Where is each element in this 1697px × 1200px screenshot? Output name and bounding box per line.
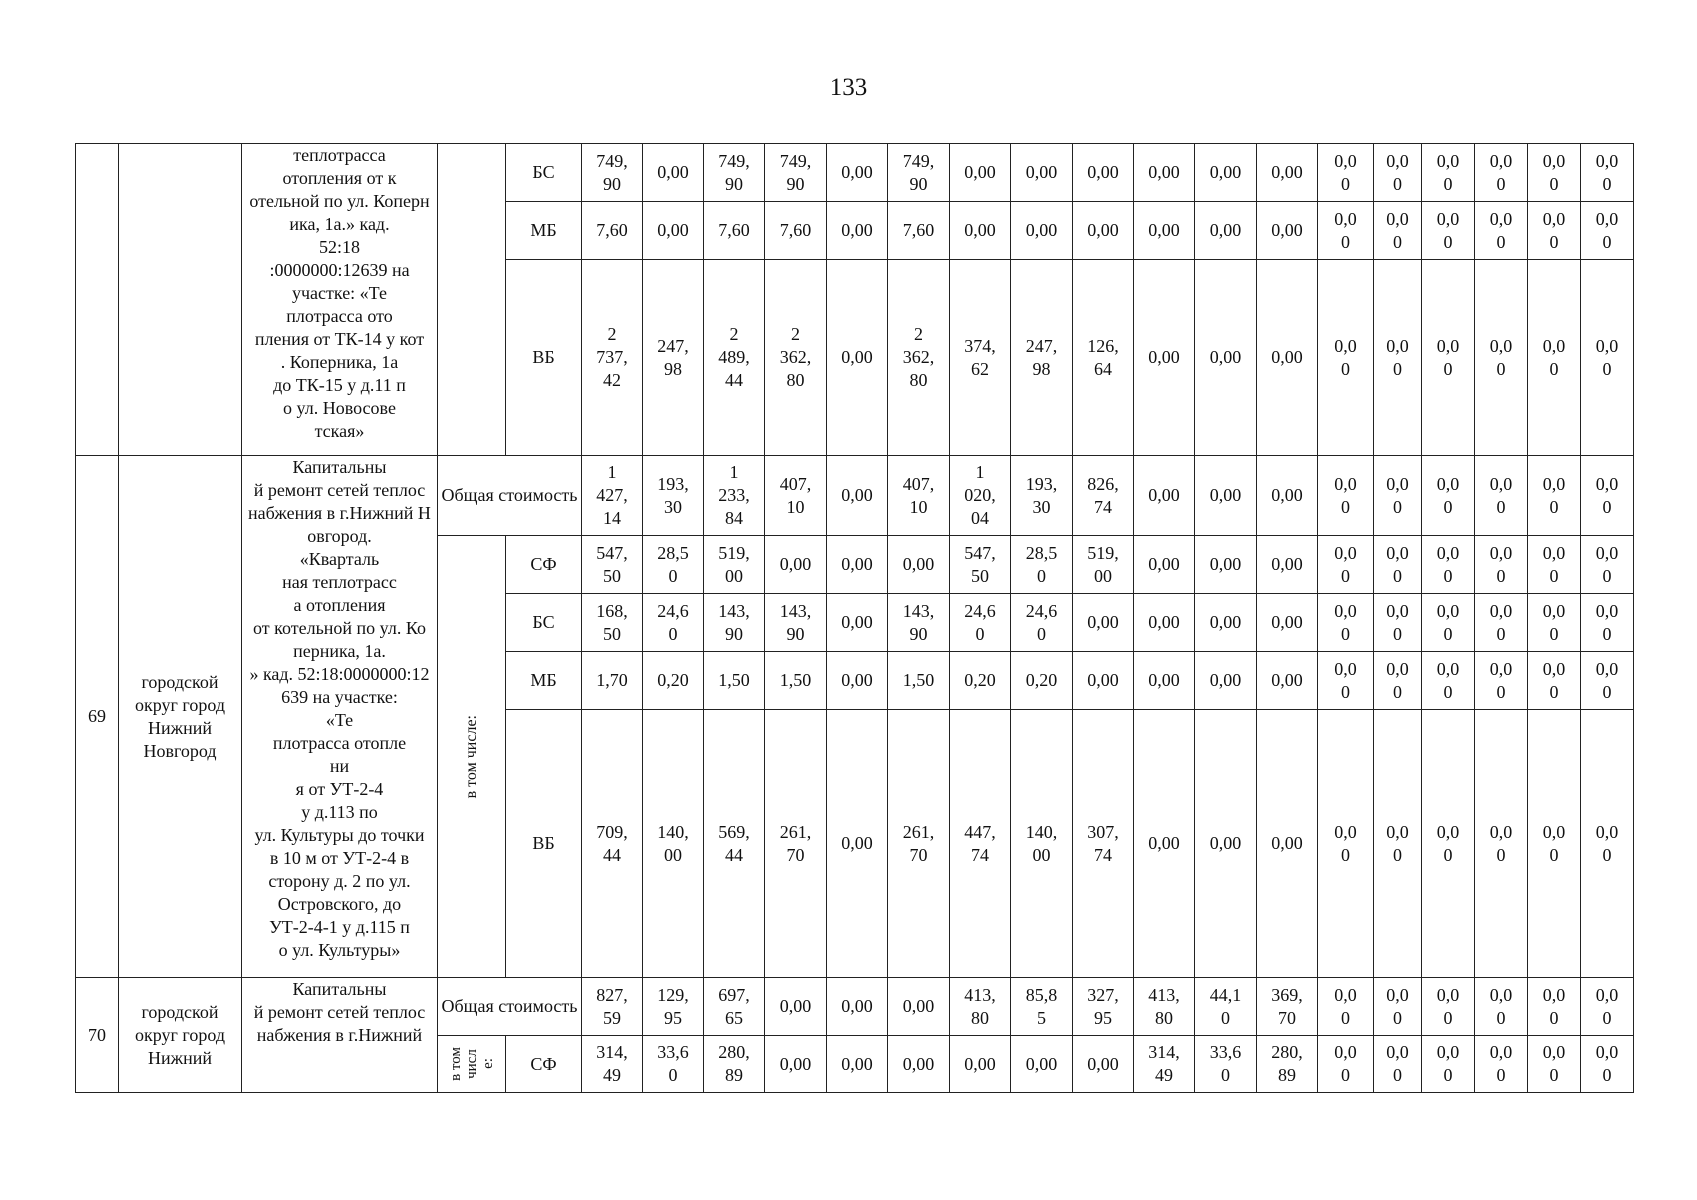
row69-БС-value-2: 24,6 0 bbox=[643, 594, 704, 652]
row69-МБ-value-7: 0,20 bbox=[950, 652, 1011, 710]
row69-МБ-value-4: 1,50 bbox=[765, 652, 827, 710]
row69-total-value-14: 0,0 0 bbox=[1374, 456, 1422, 536]
cont-МБ-value-8: 0,00 bbox=[1011, 202, 1073, 260]
row69-МБ-value-1: 1,70 bbox=[582, 652, 643, 710]
cont-ВБ-value-7: 374, 62 bbox=[950, 260, 1011, 456]
row70-total-value-13: 0,0 0 bbox=[1318, 978, 1374, 1036]
cont-ВБ-value-16: 0,0 0 bbox=[1475, 260, 1528, 456]
row-number: 69 bbox=[76, 456, 119, 978]
cont-МБ-value-2: 0,00 bbox=[643, 202, 704, 260]
row70-СФ-value-5: 0,00 bbox=[827, 1036, 888, 1093]
row69-СФ-value-14: 0,0 0 bbox=[1374, 536, 1422, 594]
district bbox=[119, 144, 242, 456]
row69-ВБ-value-13: 0,0 0 bbox=[1318, 710, 1374, 978]
cont-БС-value-7: 0,00 bbox=[950, 144, 1011, 202]
row70-СФ-value-12: 280, 89 bbox=[1257, 1036, 1318, 1093]
cont-БС-value-3: 749, 90 bbox=[704, 144, 765, 202]
row69-БС-value-17: 0,0 0 bbox=[1528, 594, 1581, 652]
row70-СФ-value-10: 314, 49 bbox=[1134, 1036, 1195, 1093]
row69-ВБ-value-5: 0,00 bbox=[827, 710, 888, 978]
row69-МБ-value-3: 1,50 bbox=[704, 652, 765, 710]
cont-ВБ-value-8: 247, 98 bbox=[1011, 260, 1073, 456]
row69-МБ-value-11: 0,00 bbox=[1195, 652, 1257, 710]
row69-total-value-8: 193, 30 bbox=[1011, 456, 1073, 536]
cont-ВБ-value-3: 2 489, 44 bbox=[704, 260, 765, 456]
cont-МБ-value-11: 0,00 bbox=[1195, 202, 1257, 260]
row69-МБ-value-8: 0,20 bbox=[1011, 652, 1073, 710]
cont-МБ-value-15: 0,0 0 bbox=[1422, 202, 1475, 260]
row69-ВБ-value-2: 140, 00 bbox=[643, 710, 704, 978]
cont-БС-value-9: 0,00 bbox=[1073, 144, 1134, 202]
cont-ВБ-value-5: 0,00 bbox=[827, 260, 888, 456]
cont-МБ-value-5: 0,00 bbox=[827, 202, 888, 260]
including-label: в том числ е: bbox=[438, 1036, 506, 1093]
row69-СФ-value-11: 0,00 bbox=[1195, 536, 1257, 594]
cont-БС-value-1: 749, 90 bbox=[582, 144, 643, 202]
row69-total-value-1: 1 427, 14 bbox=[582, 456, 643, 536]
cont-МБ-value-9: 0,00 bbox=[1073, 202, 1134, 260]
row69-ВБ-value-10: 0,00 bbox=[1134, 710, 1195, 978]
cont-МБ-value-6: 7,60 bbox=[888, 202, 950, 260]
row69-БС-value-7: 24,6 0 bbox=[950, 594, 1011, 652]
cont-ВБ-value-10: 0,00 bbox=[1134, 260, 1195, 456]
row69-ВБ-value-11: 0,00 bbox=[1195, 710, 1257, 978]
cont-ВБ-value-11: 0,00 bbox=[1195, 260, 1257, 456]
cont-БС-value-15: 0,0 0 bbox=[1422, 144, 1475, 202]
row69-МБ-value-9: 0,00 bbox=[1073, 652, 1134, 710]
cont-ВБ-value-9: 126, 64 bbox=[1073, 260, 1134, 456]
row69-БС-value-3: 143, 90 bbox=[704, 594, 765, 652]
row70-total-value-18: 0,0 0 bbox=[1581, 978, 1634, 1036]
funding-source: СФ bbox=[506, 536, 582, 594]
cont-БС-value-4: 749, 90 bbox=[765, 144, 827, 202]
row69-БС-value-1: 168, 50 bbox=[582, 594, 643, 652]
row69-ВБ-value-4: 261, 70 bbox=[765, 710, 827, 978]
cont-ВБ-value-15: 0,0 0 bbox=[1422, 260, 1475, 456]
row70-total-value-1: 827, 59 bbox=[582, 978, 643, 1036]
row69-БС-value-18: 0,0 0 bbox=[1581, 594, 1634, 652]
funding-source: МБ bbox=[506, 202, 582, 260]
row70-СФ-value-17: 0,0 0 bbox=[1528, 1036, 1581, 1093]
row69-СФ-value-6: 0,00 bbox=[888, 536, 950, 594]
row70-СФ-value-7: 0,00 bbox=[950, 1036, 1011, 1093]
table-body bbox=[76, 144, 1634, 1093]
row70-СФ-value-1: 314, 49 bbox=[582, 1036, 643, 1093]
row69-total-value-12: 0,00 bbox=[1257, 456, 1318, 536]
row69-СФ-value-1: 547, 50 bbox=[582, 536, 643, 594]
row69-БС-value-13: 0,0 0 bbox=[1318, 594, 1374, 652]
row69-ВБ-value-1: 709, 44 bbox=[582, 710, 643, 978]
row70-СФ-value-9: 0,00 bbox=[1073, 1036, 1134, 1093]
row69-ВБ-value-12: 0,00 bbox=[1257, 710, 1318, 978]
cont-БС-value-2: 0,00 bbox=[643, 144, 704, 202]
row70-total-value-3: 697, 65 bbox=[704, 978, 765, 1036]
row70-СФ-value-11: 33,6 0 bbox=[1195, 1036, 1257, 1093]
row69-total-value-11: 0,00 bbox=[1195, 456, 1257, 536]
cont-МБ-value-17: 0,0 0 bbox=[1528, 202, 1581, 260]
budget-table bbox=[75, 143, 1634, 1093]
cont-ВБ-value-13: 0,0 0 bbox=[1318, 260, 1374, 456]
row70-СФ-value-18: 0,0 0 bbox=[1581, 1036, 1634, 1093]
cont-БС-value-14: 0,0 0 bbox=[1374, 144, 1422, 202]
row69-total-value-4: 407, 10 bbox=[765, 456, 827, 536]
row69-total-value-9: 826, 74 bbox=[1073, 456, 1134, 536]
cont-ВБ-value-1: 2 737, 42 bbox=[582, 260, 643, 456]
district: городской округ город Нижний bbox=[119, 978, 242, 1093]
table-row bbox=[76, 456, 1634, 536]
funding-source: БС bbox=[506, 594, 582, 652]
project-description: Капитальны й ремонт сетей теплос набжения в г.Нижний Н овгород. «Кварталь ная теплотрасс а отопления от котельной по ул. Ко перника, 1а. » кад. 52:18:0000000:12 639 на участке: «Те плотрасса отопле ни я от УТ-2-4 у д.113 по ул. Культуры до точки в 10 м от УТ-2-4 в сторону д. 2 по ул. Островского, до УТ-2-4-1 у д.115 п о ул. Культуры» bbox=[242, 456, 438, 978]
cont-ВБ-value-17: 0,0 0 bbox=[1528, 260, 1581, 456]
row69-СФ-value-9: 519, 00 bbox=[1073, 536, 1134, 594]
row70-total-value-15: 0,0 0 bbox=[1422, 978, 1475, 1036]
cont-БС-value-6: 749, 90 bbox=[888, 144, 950, 202]
row70-СФ-value-6: 0,00 bbox=[888, 1036, 950, 1093]
row70-total-value-8: 85,8 5 bbox=[1011, 978, 1073, 1036]
row69-СФ-value-4: 0,00 bbox=[765, 536, 827, 594]
cont-ВБ-value-6: 2 362, 80 bbox=[888, 260, 950, 456]
funding-source: ВБ bbox=[506, 260, 582, 456]
cont-ВБ-value-12: 0,00 bbox=[1257, 260, 1318, 456]
cont-МБ-value-16: 0,0 0 bbox=[1475, 202, 1528, 260]
row69-ВБ-value-8: 140, 00 bbox=[1011, 710, 1073, 978]
district: городской округ город Нижний Новгород bbox=[119, 456, 242, 978]
row70-СФ-value-3: 280, 89 bbox=[704, 1036, 765, 1093]
row69-МБ-value-14: 0,0 0 bbox=[1374, 652, 1422, 710]
including-label-empty bbox=[438, 144, 506, 456]
row69-СФ-value-12: 0,00 bbox=[1257, 536, 1318, 594]
row69-ВБ-value-3: 569, 44 bbox=[704, 710, 765, 978]
row69-БС-value-15: 0,0 0 bbox=[1422, 594, 1475, 652]
funding-source: МБ bbox=[506, 652, 582, 710]
funding-source: БС bbox=[506, 144, 582, 202]
funding-source: СФ bbox=[506, 1036, 582, 1093]
cont-МБ-value-1: 7,60 bbox=[582, 202, 643, 260]
row69-МБ-value-15: 0,0 0 bbox=[1422, 652, 1475, 710]
cont-МБ-value-13: 0,0 0 bbox=[1318, 202, 1374, 260]
row69-total-value-7: 1 020, 04 bbox=[950, 456, 1011, 536]
row70-total-value-11: 44,1 0 bbox=[1195, 978, 1257, 1036]
cont-ВБ-value-18: 0,0 0 bbox=[1581, 260, 1634, 456]
row69-СФ-value-18: 0,0 0 bbox=[1581, 536, 1634, 594]
row70-СФ-value-15: 0,0 0 bbox=[1422, 1036, 1475, 1093]
page-number: 133 bbox=[829, 74, 868, 101]
row70-total-value-17: 0,0 0 bbox=[1528, 978, 1581, 1036]
cont-БС-value-13: 0,0 0 bbox=[1318, 144, 1374, 202]
project-description: теплотрасса отопления от к отельной по ул. Коперн ика, 1а.» кад. 52:18 :0000000:12639 на участке: «Те плотрасса ото пления от ТК-14 у кот . Коперника, 1а до ТК-15 у д.11 п о ул. Новосове тская» bbox=[242, 144, 438, 456]
cont-БС-value-8: 0,00 bbox=[1011, 144, 1073, 202]
cont-МБ-value-14: 0,0 0 bbox=[1374, 202, 1422, 260]
row69-total-value-3: 1 233, 84 bbox=[704, 456, 765, 536]
cont-МБ-value-7: 0,00 bbox=[950, 202, 1011, 260]
row69-СФ-value-10: 0,00 bbox=[1134, 536, 1195, 594]
row69-СФ-value-17: 0,0 0 bbox=[1528, 536, 1581, 594]
row69-МБ-value-17: 0,0 0 bbox=[1528, 652, 1581, 710]
table-row bbox=[76, 144, 1634, 202]
cont-МБ-value-18: 0,0 0 bbox=[1581, 202, 1634, 260]
cont-БС-value-12: 0,00 bbox=[1257, 144, 1318, 202]
row69-СФ-value-5: 0,00 bbox=[827, 536, 888, 594]
cont-БС-value-16: 0,0 0 bbox=[1475, 144, 1528, 202]
row69-БС-value-14: 0,0 0 bbox=[1374, 594, 1422, 652]
row69-МБ-value-12: 0,00 bbox=[1257, 652, 1318, 710]
row70-СФ-value-4: 0,00 bbox=[765, 1036, 827, 1093]
row69-ВБ-value-18: 0,0 0 bbox=[1581, 710, 1634, 978]
row69-БС-value-16: 0,0 0 bbox=[1475, 594, 1528, 652]
row70-total-value-16: 0,0 0 bbox=[1475, 978, 1528, 1036]
row69-total-value-18: 0,0 0 bbox=[1581, 456, 1634, 536]
row69-СФ-value-7: 547, 50 bbox=[950, 536, 1011, 594]
row69-МБ-value-5: 0,00 bbox=[827, 652, 888, 710]
row69-МБ-value-10: 0,00 bbox=[1134, 652, 1195, 710]
row69-ВБ-value-7: 447, 74 bbox=[950, 710, 1011, 978]
row69-МБ-value-18: 0,0 0 bbox=[1581, 652, 1634, 710]
row70-СФ-value-2: 33,6 0 bbox=[643, 1036, 704, 1093]
cont-МБ-value-10: 0,00 bbox=[1134, 202, 1195, 260]
row-number bbox=[76, 144, 119, 456]
table-row bbox=[76, 978, 1634, 1036]
row69-СФ-value-8: 28,5 0 bbox=[1011, 536, 1073, 594]
total-cost-label: Общая стоимость bbox=[438, 456, 582, 536]
project-description: Капитальны й ремонт сетей теплос набжения в г.Нижний bbox=[242, 978, 438, 1093]
row69-ВБ-value-9: 307, 74 bbox=[1073, 710, 1134, 978]
row69-ВБ-value-6: 261, 70 bbox=[888, 710, 950, 978]
row69-СФ-value-16: 0,0 0 bbox=[1475, 536, 1528, 594]
row69-МБ-value-13: 0,0 0 bbox=[1318, 652, 1374, 710]
funding-source: ВБ bbox=[506, 710, 582, 978]
row69-СФ-value-2: 28,5 0 bbox=[643, 536, 704, 594]
row69-БС-value-8: 24,6 0 bbox=[1011, 594, 1073, 652]
row70-СФ-value-14: 0,0 0 bbox=[1374, 1036, 1422, 1093]
cont-БС-value-5: 0,00 bbox=[827, 144, 888, 202]
row69-БС-value-9: 0,00 bbox=[1073, 594, 1134, 652]
including-label: в том числе: bbox=[438, 536, 506, 978]
row69-total-value-10: 0,00 bbox=[1134, 456, 1195, 536]
row69-БС-value-11: 0,00 bbox=[1195, 594, 1257, 652]
row70-СФ-value-13: 0,0 0 bbox=[1318, 1036, 1374, 1093]
row69-total-value-17: 0,0 0 bbox=[1528, 456, 1581, 536]
row69-СФ-value-3: 519, 00 bbox=[704, 536, 765, 594]
row70-total-value-4: 0,00 bbox=[765, 978, 827, 1036]
cont-МБ-value-3: 7,60 bbox=[704, 202, 765, 260]
cont-БС-value-10: 0,00 bbox=[1134, 144, 1195, 202]
row70-total-value-7: 413, 80 bbox=[950, 978, 1011, 1036]
row69-ВБ-value-14: 0,0 0 bbox=[1374, 710, 1422, 978]
row70-total-value-9: 327, 95 bbox=[1073, 978, 1134, 1036]
row69-ВБ-value-16: 0,0 0 bbox=[1475, 710, 1528, 978]
row69-МБ-value-2: 0,20 bbox=[643, 652, 704, 710]
cont-МБ-value-4: 7,60 bbox=[765, 202, 827, 260]
cont-ВБ-value-2: 247, 98 bbox=[643, 260, 704, 456]
total-cost-label: Общая стоимость bbox=[438, 978, 582, 1036]
row69-total-value-15: 0,0 0 bbox=[1422, 456, 1475, 536]
row69-ВБ-value-15: 0,0 0 bbox=[1422, 710, 1475, 978]
row70-total-value-6: 0,00 bbox=[888, 978, 950, 1036]
row69-total-value-6: 407, 10 bbox=[888, 456, 950, 536]
row70-total-value-5: 0,00 bbox=[827, 978, 888, 1036]
row70-total-value-12: 369, 70 bbox=[1257, 978, 1318, 1036]
cont-ВБ-value-14: 0,0 0 bbox=[1374, 260, 1422, 456]
row69-БС-value-4: 143, 90 bbox=[765, 594, 827, 652]
cont-БС-value-17: 0,0 0 bbox=[1528, 144, 1581, 202]
row69-total-value-13: 0,0 0 bbox=[1318, 456, 1374, 536]
row69-БС-value-12: 0,00 bbox=[1257, 594, 1318, 652]
row69-total-value-5: 0,00 bbox=[827, 456, 888, 536]
row70-СФ-value-16: 0,0 0 bbox=[1475, 1036, 1528, 1093]
row70-total-value-2: 129, 95 bbox=[643, 978, 704, 1036]
cont-ВБ-value-4: 2 362, 80 bbox=[765, 260, 827, 456]
row69-БС-value-6: 143, 90 bbox=[888, 594, 950, 652]
row69-total-value-2: 193, 30 bbox=[643, 456, 704, 536]
row69-total-value-16: 0,0 0 bbox=[1475, 456, 1528, 536]
row69-СФ-value-15: 0,0 0 bbox=[1422, 536, 1475, 594]
row-number: 70 bbox=[76, 978, 119, 1093]
cont-БС-value-11: 0,00 bbox=[1195, 144, 1257, 202]
cont-БС-value-18: 0,0 0 bbox=[1581, 144, 1634, 202]
row70-total-value-10: 413, 80 bbox=[1134, 978, 1195, 1036]
row69-БС-value-5: 0,00 bbox=[827, 594, 888, 652]
row69-СФ-value-13: 0,0 0 bbox=[1318, 536, 1374, 594]
row70-СФ-value-8: 0,00 bbox=[1011, 1036, 1073, 1093]
row70-total-value-14: 0,0 0 bbox=[1374, 978, 1422, 1036]
row69-МБ-value-6: 1,50 bbox=[888, 652, 950, 710]
row69-БС-value-10: 0,00 bbox=[1134, 594, 1195, 652]
cont-МБ-value-12: 0,00 bbox=[1257, 202, 1318, 260]
row69-ВБ-value-17: 0,0 0 bbox=[1528, 710, 1581, 978]
row69-МБ-value-16: 0,0 0 bbox=[1475, 652, 1528, 710]
